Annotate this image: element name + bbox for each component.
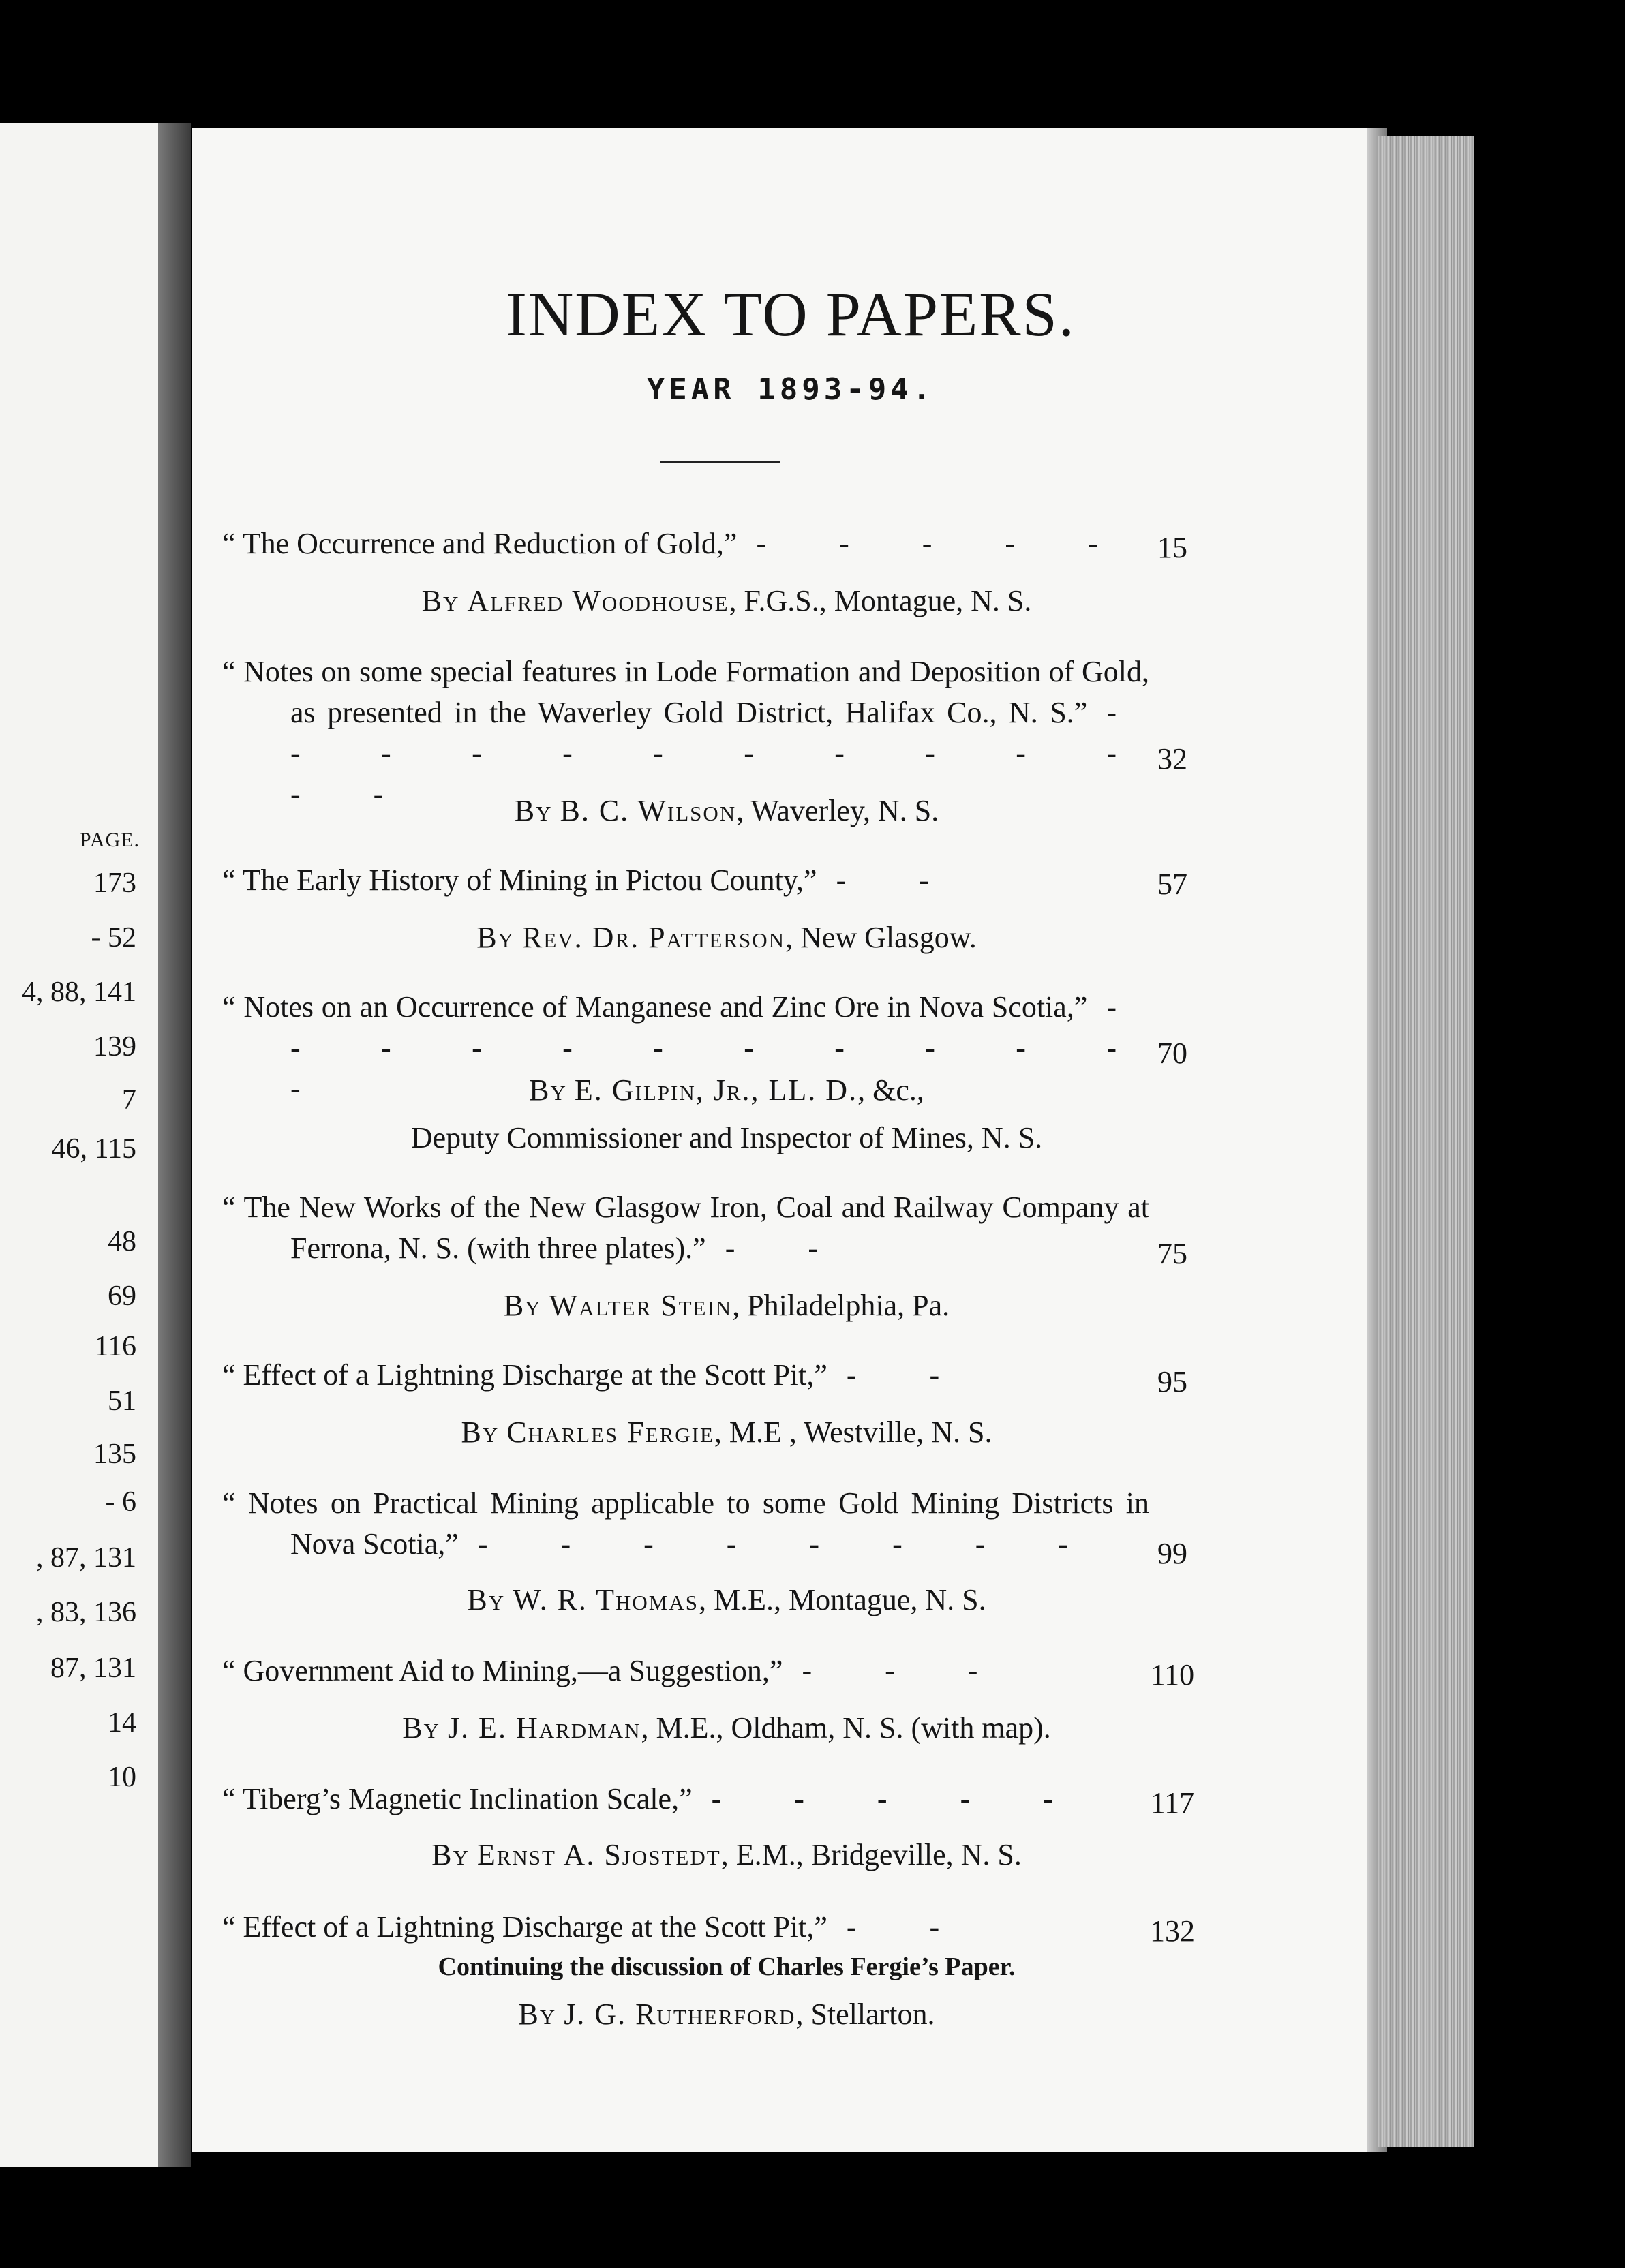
- entry-title: “ Notes on some special features in Lode Formation and Deposition of Gold, as presented in the Waverley Gold District, Halifax Co., N. S.”: [222, 655, 1149, 729]
- left-number: 173: [93, 868, 136, 899]
- entry-title: “ Effect of a Lightning Discharge at the Scott Pit,”: [222, 1910, 827, 1944]
- entry-page: 32: [1157, 742, 1187, 776]
- entry-title: “ Notes on Practical Mining applicable to some Gold Mining Districts in Nova Scotia,”: [222, 1486, 1149, 1561]
- entry-title: “ Notes on an Occurrence of Manganese and Zinc Ore in Nova Scotia,”: [222, 990, 1088, 1024]
- entry-note: Continuing the discussion of Charles Fergie’s Paper.: [438, 1952, 1016, 1981]
- left-number: 48: [108, 1226, 136, 1257]
- left-number: 139: [93, 1031, 136, 1062]
- left-number: 69: [108, 1281, 136, 1312]
- entry-page: 75: [1157, 1237, 1187, 1270]
- left-number: 46, 115: [51, 1133, 136, 1165]
- index-entry: [222, 860, 1149, 901]
- entry-title: “ The New Works of the New Glasgow Iron, Coal and Railway Company at Ferrona, N. S. (with three plates).”: [222, 1191, 1149, 1265]
- entry-page: 95: [1157, 1365, 1187, 1398]
- entry-author: By Rev. Dr. Patterson, New Glasgow.: [476, 921, 977, 954]
- entry-author: By J. G. Rutherford, Stellarton.: [518, 1997, 935, 2031]
- entry-author: By B. C. Wilson, Waverley, N. S.: [514, 794, 939, 827]
- entry-page: 57: [1157, 868, 1187, 901]
- entry-page: 110: [1150, 1658, 1195, 1691]
- entry-leader: - -: [725, 1231, 851, 1265]
- entry-title: “ Tiberg’s Magnetic Inclination Scale,”: [222, 1782, 693, 1815]
- left-page-header: PAGE.: [79, 829, 140, 851]
- entry-author: By E. Gilpin, Jr., LL. D., &c.,: [529, 1073, 924, 1107]
- entry-author: By Walter Stein, Philadelphia, Pa.: [503, 1289, 950, 1322]
- entry-page: 15: [1157, 531, 1187, 564]
- entry-page: 117: [1150, 1786, 1195, 1820]
- entry-page: 70: [1157, 1037, 1187, 1070]
- entry-title: “ The Early History of Mining in Pictou County,”: [222, 863, 817, 897]
- index-entry: [222, 1651, 1149, 1691]
- left-number: , 83, 136: [36, 1597, 136, 1628]
- entry-leader: - -: [846, 1358, 973, 1392]
- left-number: 116: [94, 1331, 136, 1362]
- page-subtitle: YEAR 1893-94.: [646, 372, 935, 407]
- entry-author-affiliation: Deputy Commissioner and Inspector of Mines, N. S.: [410, 1121, 1043, 1154]
- index-entry: [222, 1355, 1149, 1396]
- divider-rule: [660, 461, 780, 463]
- index-entry: [222, 1483, 1149, 1565]
- entry-leader: - - - - -: [711, 1782, 1086, 1815]
- entry-page: 132: [1150, 1914, 1195, 1948]
- entry-title: “ The Occurrence and Reduction of Gold,”: [222, 527, 738, 560]
- index-entry: [222, 1779, 1149, 1820]
- entry-author: By W. R. Thomas, M.E., Montague, N. S.: [467, 1583, 986, 1616]
- left-number: 7: [122, 1084, 136, 1116]
- entry-author: By J. E. Hardman, M.E., Oldham, N. S. (with map).: [402, 1711, 1051, 1745]
- entry-leader: - - - - - - - - - - - -: [290, 990, 1149, 1105]
- index-entry: [222, 1187, 1149, 1269]
- entry-leader: - - - - -: [756, 527, 1131, 560]
- left-number: 87, 131: [50, 1653, 136, 1684]
- left-number: - 52: [91, 922, 136, 953]
- entry-title: “ Government Aid to Mining,—a Suggestion,”: [222, 1654, 783, 1687]
- left-number: 14: [108, 1707, 136, 1738]
- left-number: - 6: [105, 1486, 136, 1518]
- entry-leader: - -: [836, 863, 962, 897]
- page-title: INDEX TO PAPERS.: [506, 279, 1076, 349]
- left-number: 135: [93, 1439, 136, 1470]
- entry-leader: - - - - - - - -: [477, 1527, 1102, 1561]
- left-number: 10: [108, 1762, 136, 1793]
- entry-author: By Ernst A. Sjostedt, E.M., Bridgeville, N. S.: [431, 1838, 1022, 1871]
- index-entry: [222, 1907, 1149, 1948]
- entry-author: By Charles Fergie, M.E , Westville, N. S.: [461, 1415, 992, 1449]
- gutter-shadow: [158, 123, 191, 2167]
- left-number: 51: [108, 1385, 136, 1417]
- left-number: , 87, 131: [36, 1542, 136, 1574]
- entry-leader: - -: [846, 1910, 973, 1944]
- entry-page: 99: [1157, 1537, 1187, 1570]
- entry-leader: - - -: [802, 1654, 1011, 1687]
- entry-leader: - - - - - - - - - - - - -: [290, 696, 1149, 811]
- entry-title: “ Effect of a Lightning Discharge at the Scott Pit,”: [222, 1358, 827, 1392]
- index-entry: [222, 523, 1149, 564]
- entry-author: By Alfred Woodhouse, F.G.S., Montague, N. S.: [421, 584, 1032, 617]
- page-edges: [1378, 136, 1474, 2147]
- left-number: 4, 88, 141: [22, 977, 136, 1008]
